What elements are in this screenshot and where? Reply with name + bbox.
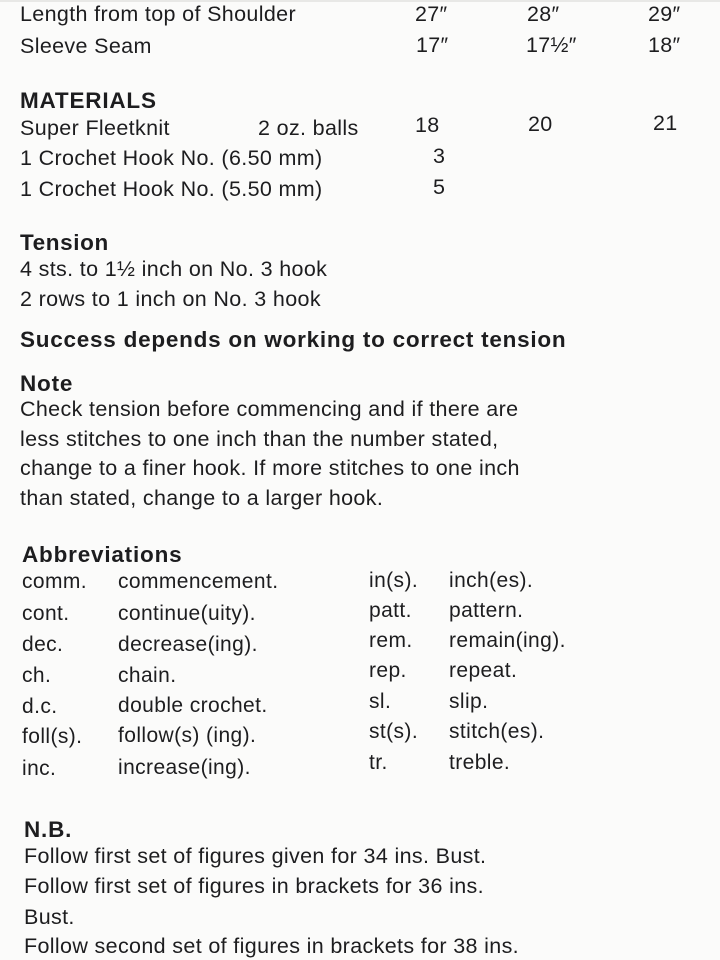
abbrev-meaning: treble. (449, 751, 511, 774)
abbrev-meaning: commencement. (118, 570, 279, 593)
yarn-unit: 2 oz. balls (258, 116, 359, 140)
abbrev-key: d.c. (22, 695, 58, 718)
note-line-1: Check tension before commencing and if there are (20, 397, 519, 421)
note-line-4: than stated, change to a larger hook. (20, 486, 384, 510)
sleeve-size-2: 17½″ (526, 33, 577, 57)
length-label: Length from top of Shoulder (20, 2, 296, 26)
abbrev-meaning: increase(ing). (118, 756, 251, 779)
abbrev-key: tr. (369, 751, 388, 774)
yarn-label: Super Fleetknit (20, 116, 170, 140)
abbrev-key: sl. (369, 690, 392, 713)
hook-650-value: 3 (433, 144, 446, 168)
abbrev-key: patt. (369, 599, 412, 622)
abbrev-meaning: continue(uity). (118, 602, 256, 625)
length-size-1: 27″ (415, 2, 448, 26)
abbrev-meaning: stitch(es). (449, 720, 545, 743)
sleeve-size-1: 17″ (416, 33, 449, 57)
length-size-3: 29″ (648, 2, 681, 26)
abbrev-meaning: slip. (449, 690, 489, 713)
abbrev-meaning: double crochet. (118, 694, 268, 717)
tension-line-1: 4 sts. to 1½ inch on No. 3 hook (20, 257, 328, 281)
length-size-2: 28″ (527, 2, 560, 26)
hook-650-label: 1 Crochet Hook No. (6.50 mm) (20, 146, 323, 170)
nb-line-1: Follow first set of figures given for 34 ins. Bust. (24, 844, 487, 868)
nb-heading: N.B. (24, 817, 73, 842)
abbrev-key: inc. (22, 757, 57, 780)
note-line-3: change to a finer hook. If more stitches to one inch (20, 456, 520, 480)
nb-line-2: Follow first set of figures in brackets for 36 ins. (24, 874, 484, 898)
abbrev-meaning: repeat. (449, 659, 518, 682)
abbrev-meaning: remain(ing). (449, 629, 566, 652)
abbrev-meaning: chain. (118, 664, 177, 687)
sleeve-size-3: 18″ (648, 33, 681, 57)
abbrev-meaning: follow(s) (ing). (118, 724, 257, 747)
yarn-size-2: 20 (528, 112, 553, 136)
abbrev-key: ch. (22, 664, 52, 687)
abbrev-meaning: inch(es). (449, 569, 534, 592)
abbrev-key: dec. (22, 633, 64, 656)
abbreviations-heading: Abbreviations (22, 542, 183, 567)
tension-line-2: 2 rows to 1 inch on No. 3 hook (20, 287, 321, 311)
nb-line-3: Bust. (24, 905, 75, 929)
abbrev-key: rem. (369, 629, 413, 652)
abbrev-key: in(s). (369, 569, 419, 592)
yarn-size-1: 18 (415, 113, 440, 137)
yarn-size-3: 21 (653, 111, 678, 135)
tension-heading: Tension (20, 230, 109, 255)
abbrev-meaning: decrease(ing). (118, 633, 258, 656)
hook-550-label: 1 Crochet Hook No. (5.50 mm) (20, 177, 323, 201)
note-heading: Note (20, 371, 74, 396)
abbrev-key: st(s). (369, 720, 419, 743)
abbrev-key: rep. (369, 659, 407, 682)
abbrev-key: foll(s). (22, 725, 83, 748)
materials-heading: MATERIALS (20, 88, 157, 113)
hook-550-value: 5 (433, 175, 446, 199)
abbrev-meaning: pattern. (449, 599, 524, 622)
sleeve-label: Sleeve Seam (20, 34, 152, 58)
tension-emphasis: Success depends on working to correct tension (20, 327, 567, 352)
abbrev-key: comm. (22, 570, 87, 593)
nb-line-4: Follow second set of figures in brackets for 38 ins. (24, 934, 520, 958)
note-line-2: less stitches to one inch than the number stated, (20, 427, 499, 451)
abbrev-key: cont. (22, 602, 70, 625)
